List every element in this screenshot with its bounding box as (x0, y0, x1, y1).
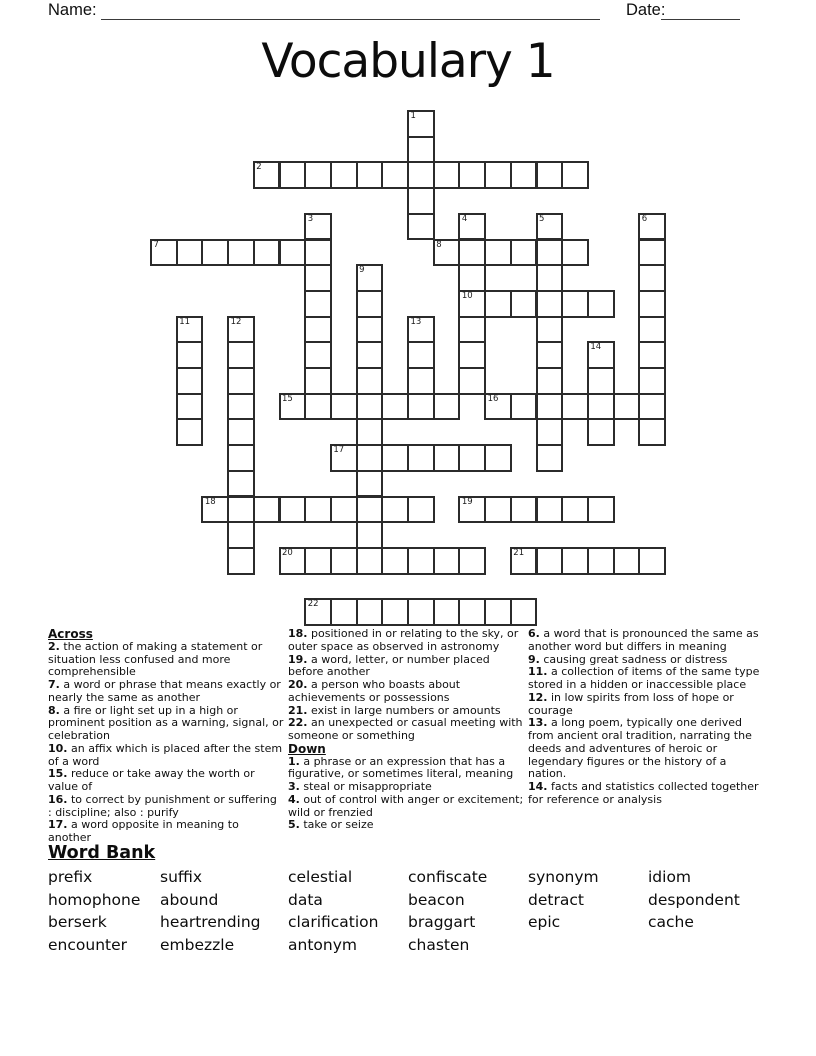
clue-number-label: 8 (436, 239, 442, 250)
grid-cell (458, 161, 486, 189)
grid-cell (304, 367, 332, 395)
clue-item-4: 4. out of control with anger or excitement; wild or frenzied (288, 792, 524, 819)
clue-number: 18. (288, 627, 308, 640)
clue-number: 2. (48, 639, 60, 653)
word-bank-word: synonym (528, 868, 599, 886)
word-bank-word: cache (648, 913, 694, 932)
grid-cell (356, 367, 384, 395)
clue-item-20: 20. a person who boasts about achievements or possessions (288, 678, 461, 704)
grid-cell (381, 547, 409, 575)
grid-cell (356, 521, 384, 549)
clue-item-14: 14. facts and statistics collected together for reference or analysis (528, 780, 759, 806)
clue-item-11: 11. a collection of items of the same type stored in a hidden or inaccessible place (528, 665, 760, 691)
clue-number-label: 14 (590, 342, 602, 353)
clue-number: 6. (528, 627, 540, 640)
clue-number: 4. (288, 792, 300, 806)
clue-number-label: 10 (461, 290, 473, 301)
grid-cell (407, 136, 435, 164)
grid-cell (458, 341, 486, 369)
grid-cell (510, 496, 538, 524)
grid-cell (536, 444, 564, 472)
clue-item-18: 18. positioned in or relating to the sky, or outer space as observed in astronomy (288, 627, 519, 653)
grid-cell (638, 213, 666, 241)
grid-cell (304, 213, 332, 241)
clue-item-15: 15. reduce or take away the worth or value of (48, 767, 255, 793)
grid-cell (407, 547, 435, 575)
grid-cell (458, 290, 486, 318)
grid-cell (356, 444, 384, 472)
word-bank-word: embezzle (160, 935, 235, 954)
grid-cell (356, 598, 384, 626)
grid-cell (638, 264, 666, 292)
grid-cell (587, 341, 615, 369)
clue-number: 12. (528, 690, 548, 704)
grid-cell (433, 444, 461, 472)
grid-cell (536, 418, 564, 446)
grid-cell (304, 290, 332, 318)
grid-cell (561, 393, 589, 421)
clue-number-label: 12 (230, 316, 242, 327)
clue-number: 9. (528, 652, 540, 666)
grid-cell (458, 239, 486, 267)
grid-cell (304, 316, 332, 344)
clue-number-label: 7 (153, 239, 159, 250)
clue-number-label: 1 (410, 111, 416, 121)
clue-number-label: 17 (333, 445, 345, 456)
grid-cell (176, 341, 204, 369)
clue-column-down (528, 628, 764, 807)
grid-cell (561, 290, 589, 318)
grid-cell (356, 264, 384, 292)
grid-cell (587, 418, 615, 446)
grid-cell (536, 316, 564, 344)
grid-cell (356, 161, 384, 189)
grid-cell (484, 393, 512, 421)
grid-cell (330, 393, 358, 421)
word-bank-word: homophone (48, 890, 141, 909)
grid-cell (536, 239, 564, 267)
grid-cell (356, 341, 384, 369)
grid-cell (587, 496, 615, 524)
grid-cell (381, 598, 409, 626)
grid-cell (304, 598, 332, 626)
word-bank-word: antonym (288, 935, 357, 954)
grid-cell (253, 161, 281, 189)
grid-cell (638, 239, 666, 267)
clue-number: 5. (288, 818, 300, 832)
date-underline (661, 19, 740, 20)
grid-cell (433, 598, 461, 626)
grid-cell (638, 316, 666, 344)
grid-cell (484, 161, 512, 189)
clue-item-8: 8. a fire or light set up in a high or prominent position as a warning, signal, or celebration (48, 703, 284, 742)
grid-cell (638, 341, 666, 369)
grid-cell (484, 598, 512, 626)
grid-cell (561, 496, 589, 524)
grid-cell (279, 547, 307, 575)
clue-item-22: 22. an unexpected or casual meeting with someone or something (288, 716, 523, 742)
clue-number: 3. (288, 780, 300, 793)
clue-number: 11. (528, 665, 548, 679)
clue-number-label: 11 (179, 316, 191, 327)
clue-number-label: 22 (307, 599, 319, 610)
clue-item-17: 17. a word opposite in meaning to another (48, 818, 239, 844)
grid-cell (279, 161, 307, 189)
grid-cell (458, 496, 486, 524)
clue-item-5: 5. take or seize (288, 818, 374, 832)
grid-cell (330, 598, 358, 626)
grid-cell (510, 393, 538, 421)
grid-cell (536, 161, 564, 189)
grid-cell (407, 161, 435, 189)
grid-cell (407, 110, 435, 138)
grid-cell (304, 496, 332, 524)
grid-cell (458, 598, 486, 626)
clue-number-label: 9 (359, 265, 365, 276)
grid-cell (227, 547, 255, 575)
clue-number-label: 19 (461, 496, 473, 507)
word-bank-word: abound (160, 890, 219, 909)
grid-cell (279, 496, 307, 524)
grid-cell (458, 367, 486, 395)
grid-cell (279, 393, 307, 421)
grid-cell (613, 393, 641, 421)
grid-cell (510, 239, 538, 267)
grid-cell (433, 239, 461, 267)
grid-cell (536, 341, 564, 369)
grid-cell (561, 161, 589, 189)
grid-cell (356, 316, 384, 344)
grid-cell (561, 239, 589, 267)
grid-cell (227, 496, 255, 524)
grid-cell (381, 393, 409, 421)
grid-cell (510, 598, 538, 626)
grid-cell (407, 598, 435, 626)
clue-item-1: 1. a phrase or an expression that has a figurative, or sometimes literal, meaning (288, 754, 514, 781)
grid-cell (510, 290, 538, 318)
grid-cell (253, 496, 281, 524)
grid-cell (407, 496, 435, 524)
grid-cell (638, 547, 666, 575)
clue-item-2: 2. the action of making a statement or situation less confused and more comprehensible (48, 639, 263, 679)
grid-cell (304, 161, 332, 189)
grid-cell (304, 239, 332, 267)
name-label: Name: (48, 1, 97, 19)
clue-number: 13. (528, 716, 548, 730)
word-bank-word: data (288, 890, 323, 909)
grid-cell (587, 367, 615, 395)
clue-item-10: 10. an affix which is placed after the stem of a word (48, 741, 283, 768)
grid-cell (356, 470, 384, 498)
grid-cell (227, 316, 255, 344)
grid-cell (176, 418, 204, 446)
grid-cell (433, 161, 461, 189)
grid-cell (381, 161, 409, 189)
grid-cell (484, 444, 512, 472)
grid-cell (227, 341, 255, 369)
word-bank-heading: Word Bank (48, 843, 156, 863)
date-label: Date: (626, 1, 666, 19)
grid-cell (227, 239, 255, 267)
clue-item-7: 7. a word or phrase that means exactly or nearly the same as another (48, 678, 281, 704)
clue-number-label: 4 (461, 213, 468, 224)
clue-number-label: 20 (282, 547, 293, 558)
clue-number: 10. (48, 741, 68, 755)
grid-cell (176, 239, 204, 267)
grid-cell (536, 393, 564, 421)
word-bank-word: encounter (48, 935, 127, 954)
clue-item-16: 16. to correct by punishment or suffering : discipline; also : purify (48, 792, 277, 819)
grid-cell (484, 239, 512, 267)
clue-number-label: 15 (282, 393, 293, 404)
clue-number: 8. (48, 703, 60, 717)
word-bank-word: heartrending (160, 913, 261, 932)
grid-cell (330, 161, 358, 189)
grid-cell (227, 418, 255, 446)
grid-cell (407, 187, 435, 215)
grid-cell (536, 367, 564, 395)
grid-cell (356, 418, 384, 446)
clue-number-label: 5 (539, 213, 545, 224)
word-bank-word: clarification (288, 913, 379, 932)
grid-cell (227, 367, 255, 395)
word-bank-word: berserk (48, 913, 107, 932)
clue-number: 1. (288, 754, 300, 768)
grid-cell (587, 393, 615, 421)
grid-cell (638, 290, 666, 318)
grid-cell (227, 393, 255, 421)
grid-cell (484, 290, 512, 318)
name-underline (101, 19, 600, 20)
grid-cell (304, 264, 332, 292)
page-title: Vocabulary 1 (261, 34, 555, 89)
grid-cell (201, 496, 229, 524)
grid-cell (407, 213, 435, 241)
clue-heading-down: Down (288, 741, 326, 756)
word-bank-word: confiscate (408, 868, 488, 886)
grid-cell (176, 316, 204, 344)
grid-cell (510, 161, 538, 189)
grid-cell (304, 547, 332, 575)
word-bank-word: beacon (408, 890, 465, 909)
clue-item-13: 13. a long poem, typically one derived from ancient oral tradition, narrating the deeds and adventures of heroic or legendary figures or the history of a nation. (528, 716, 752, 781)
clue-column-mixed (288, 628, 524, 832)
word-bank-list (48, 868, 768, 958)
clue-item-9: 9. causing great sadness or distress (528, 652, 728, 666)
grid-cell (407, 444, 435, 472)
clue-heading-across: Across (48, 627, 93, 641)
grid-cell (330, 496, 358, 524)
clue-item-3: 3. steal or misappropriate (288, 780, 432, 793)
grid-cell (458, 316, 486, 344)
grid-cell (536, 496, 564, 524)
grid-cell (407, 316, 435, 344)
clue-number-label: 13 (410, 316, 422, 327)
grid-cell (458, 444, 486, 472)
clue-number: 22. (288, 716, 308, 730)
grid-cell (253, 239, 281, 267)
grid-cell (407, 341, 435, 369)
grid-cell (227, 470, 255, 498)
clue-column-across (48, 628, 284, 845)
clue-number: 14. (528, 780, 548, 793)
grid-cell (381, 496, 409, 524)
grid-cell (330, 547, 358, 575)
grid-cell (536, 290, 564, 318)
grid-cell (150, 239, 178, 267)
grid-cell (227, 521, 255, 549)
grid-cell (433, 393, 461, 421)
grid-cell (304, 341, 332, 369)
clue-number: 7. (48, 678, 60, 691)
clue-number: 19. (288, 652, 308, 666)
grid-cell (638, 393, 666, 421)
grid-cell (176, 367, 204, 395)
clue-number: 15. (48, 767, 68, 781)
clue-number: 21. (288, 703, 308, 717)
word-bank-word: prefix (48, 868, 93, 886)
grid-cell (407, 367, 435, 395)
word-bank-word: detract (528, 890, 584, 909)
grid-cell (561, 547, 589, 575)
grid-cell (227, 444, 255, 472)
clue-number-label: 18 (204, 496, 216, 507)
grid-cell (587, 547, 615, 575)
clue-number-label: 6 (641, 213, 648, 224)
clue-number-label: 21 (513, 547, 525, 558)
clue-number-label: 2 (256, 162, 262, 173)
clue-item-6: 6. a word that is pronounced the same as another word but differs in meaning (528, 627, 759, 653)
word-bank-word: braggart (408, 913, 476, 932)
grid-cell (381, 444, 409, 472)
clue-item-21: 21. exist in large numbers or amounts (288, 703, 501, 717)
grid-cell (356, 496, 384, 524)
word-bank-word: epic (528, 913, 561, 932)
grid-cell (176, 393, 204, 421)
grid-cell (510, 547, 538, 575)
grid-cell (458, 547, 486, 575)
grid-cell (484, 496, 512, 524)
clue-number-label: 3 (307, 213, 314, 224)
clue-number-label: 16 (487, 393, 499, 404)
word-bank-word: chasten (408, 935, 470, 954)
grid-cell (638, 367, 666, 395)
clue-number: 20. (288, 678, 308, 691)
grid-cell (587, 290, 615, 318)
grid-cell (356, 290, 384, 318)
clue-number: 16. (48, 792, 68, 806)
grid-cell (536, 264, 564, 292)
word-bank-word: idiom (648, 868, 692, 886)
grid-cell (407, 393, 435, 421)
grid-cell (613, 547, 641, 575)
word-bank-word: suffix (160, 868, 203, 886)
grid-cell (304, 393, 332, 421)
grid-cell (201, 239, 229, 267)
word-bank-word: celestial (288, 868, 353, 886)
grid-cell (458, 213, 486, 241)
grid-cell (458, 264, 486, 292)
grid-cell (638, 418, 666, 446)
grid-cell (330, 444, 358, 472)
clue-number: 17. (48, 818, 68, 832)
grid-cell (536, 547, 564, 575)
clue-item-12: 12. in low spirits from loss of hope or courage (528, 690, 734, 717)
grid-cell (356, 547, 384, 575)
grid-cell (356, 393, 384, 421)
clue-item-19: 19. a word, letter, or number placed before another (288, 652, 490, 679)
grid-cell (279, 239, 307, 267)
grid-cell (536, 213, 564, 241)
word-bank-word: despondent (648, 890, 740, 909)
grid-cell (433, 547, 461, 575)
